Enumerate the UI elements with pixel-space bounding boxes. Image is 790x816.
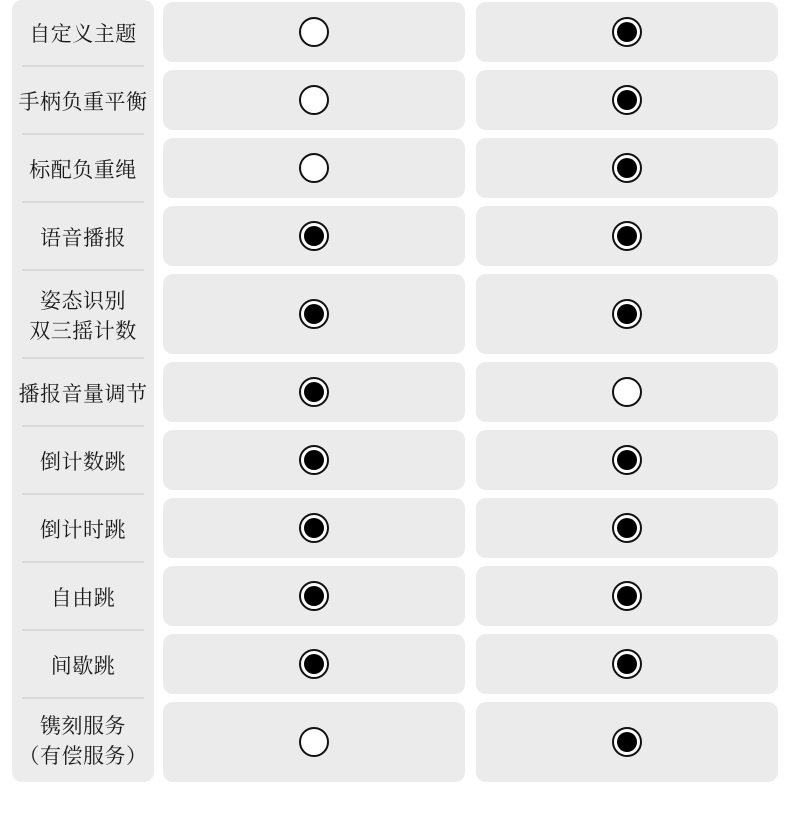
feature-label: 语音播报 [12, 204, 154, 272]
radio-selected-icon[interactable] [299, 299, 329, 329]
radio-selected-icon[interactable] [612, 581, 642, 611]
radio-selected-icon[interactable] [612, 85, 642, 115]
radio-empty-icon[interactable] [612, 377, 642, 407]
feature-label: 倒计数跳 [12, 428, 154, 496]
radio-selected-icon[interactable] [612, 445, 642, 475]
feature-label: 手柄负重平衡 [12, 68, 154, 136]
table-row [12, 68, 778, 136]
feature-label: 自定义主题 [12, 0, 154, 68]
option-b-cell[interactable] [476, 498, 778, 558]
option-b-cell[interactable] [476, 362, 778, 422]
option-b-cell[interactable] [476, 70, 778, 130]
table-row [12, 564, 778, 632]
radio-selected-icon[interactable] [299, 445, 329, 475]
radio-empty-icon[interactable] [299, 85, 329, 115]
feature-label: 自由跳 [12, 564, 154, 632]
feature-label: 镌刻服务 （有偿服务） [12, 700, 154, 782]
row-divider [22, 425, 144, 427]
option-b-cell[interactable] [476, 430, 778, 490]
row-divider [22, 65, 144, 67]
option-a-cell[interactable] [163, 498, 465, 558]
radio-empty-icon[interactable] [299, 17, 329, 47]
option-a-cell[interactable] [163, 206, 465, 266]
row-divider [22, 133, 144, 135]
table-row [12, 428, 778, 496]
option-b-cell[interactable] [476, 138, 778, 198]
radio-selected-icon[interactable] [612, 727, 642, 757]
option-b-cell[interactable] [476, 274, 778, 354]
option-a-cell[interactable] [163, 138, 465, 198]
table-row [12, 136, 778, 204]
row-divider [22, 269, 144, 271]
table-row [12, 632, 778, 700]
radio-selected-icon[interactable] [612, 17, 642, 47]
table-row [12, 272, 778, 360]
radio-selected-icon[interactable] [299, 377, 329, 407]
option-a-cell[interactable] [163, 362, 465, 422]
table-row [12, 360, 778, 428]
row-divider [22, 561, 144, 563]
feature-label: 标配负重绳 [12, 136, 154, 204]
option-a-cell[interactable] [163, 274, 465, 354]
row-divider [22, 629, 144, 631]
radio-empty-icon[interactable] [299, 153, 329, 183]
row-divider [22, 201, 144, 203]
option-a-cell[interactable] [163, 702, 465, 782]
radio-selected-icon[interactable] [612, 513, 642, 543]
option-b-cell[interactable] [476, 206, 778, 266]
radio-selected-icon[interactable] [299, 581, 329, 611]
table-row [12, 496, 778, 564]
option-b-cell[interactable] [476, 566, 778, 626]
option-b-cell[interactable] [476, 634, 778, 694]
table-row [12, 204, 778, 272]
feature-label: 间歇跳 [12, 632, 154, 700]
table-row [12, 0, 778, 68]
radio-selected-icon[interactable] [612, 221, 642, 251]
row-divider [22, 697, 144, 699]
radio-selected-icon[interactable] [612, 649, 642, 679]
option-a-cell[interactable] [163, 2, 465, 62]
option-b-cell[interactable] [476, 2, 778, 62]
option-a-cell[interactable] [163, 566, 465, 626]
radio-empty-icon[interactable] [299, 727, 329, 757]
table-row [12, 700, 778, 782]
radio-selected-icon[interactable] [612, 153, 642, 183]
feature-label: 姿态识别 双三摇计数 [12, 272, 154, 360]
row-divider [22, 493, 144, 495]
option-a-cell[interactable] [163, 634, 465, 694]
radio-selected-icon[interactable] [612, 299, 642, 329]
option-b-cell[interactable] [476, 702, 778, 782]
radio-selected-icon[interactable] [299, 221, 329, 251]
feature-label: 播报音量调节 [12, 360, 154, 428]
feature-label: 倒计时跳 [12, 496, 154, 564]
radio-selected-icon[interactable] [299, 513, 329, 543]
row-divider [22, 357, 144, 359]
radio-selected-icon[interactable] [299, 649, 329, 679]
option-a-cell[interactable] [163, 430, 465, 490]
option-a-cell[interactable] [163, 70, 465, 130]
